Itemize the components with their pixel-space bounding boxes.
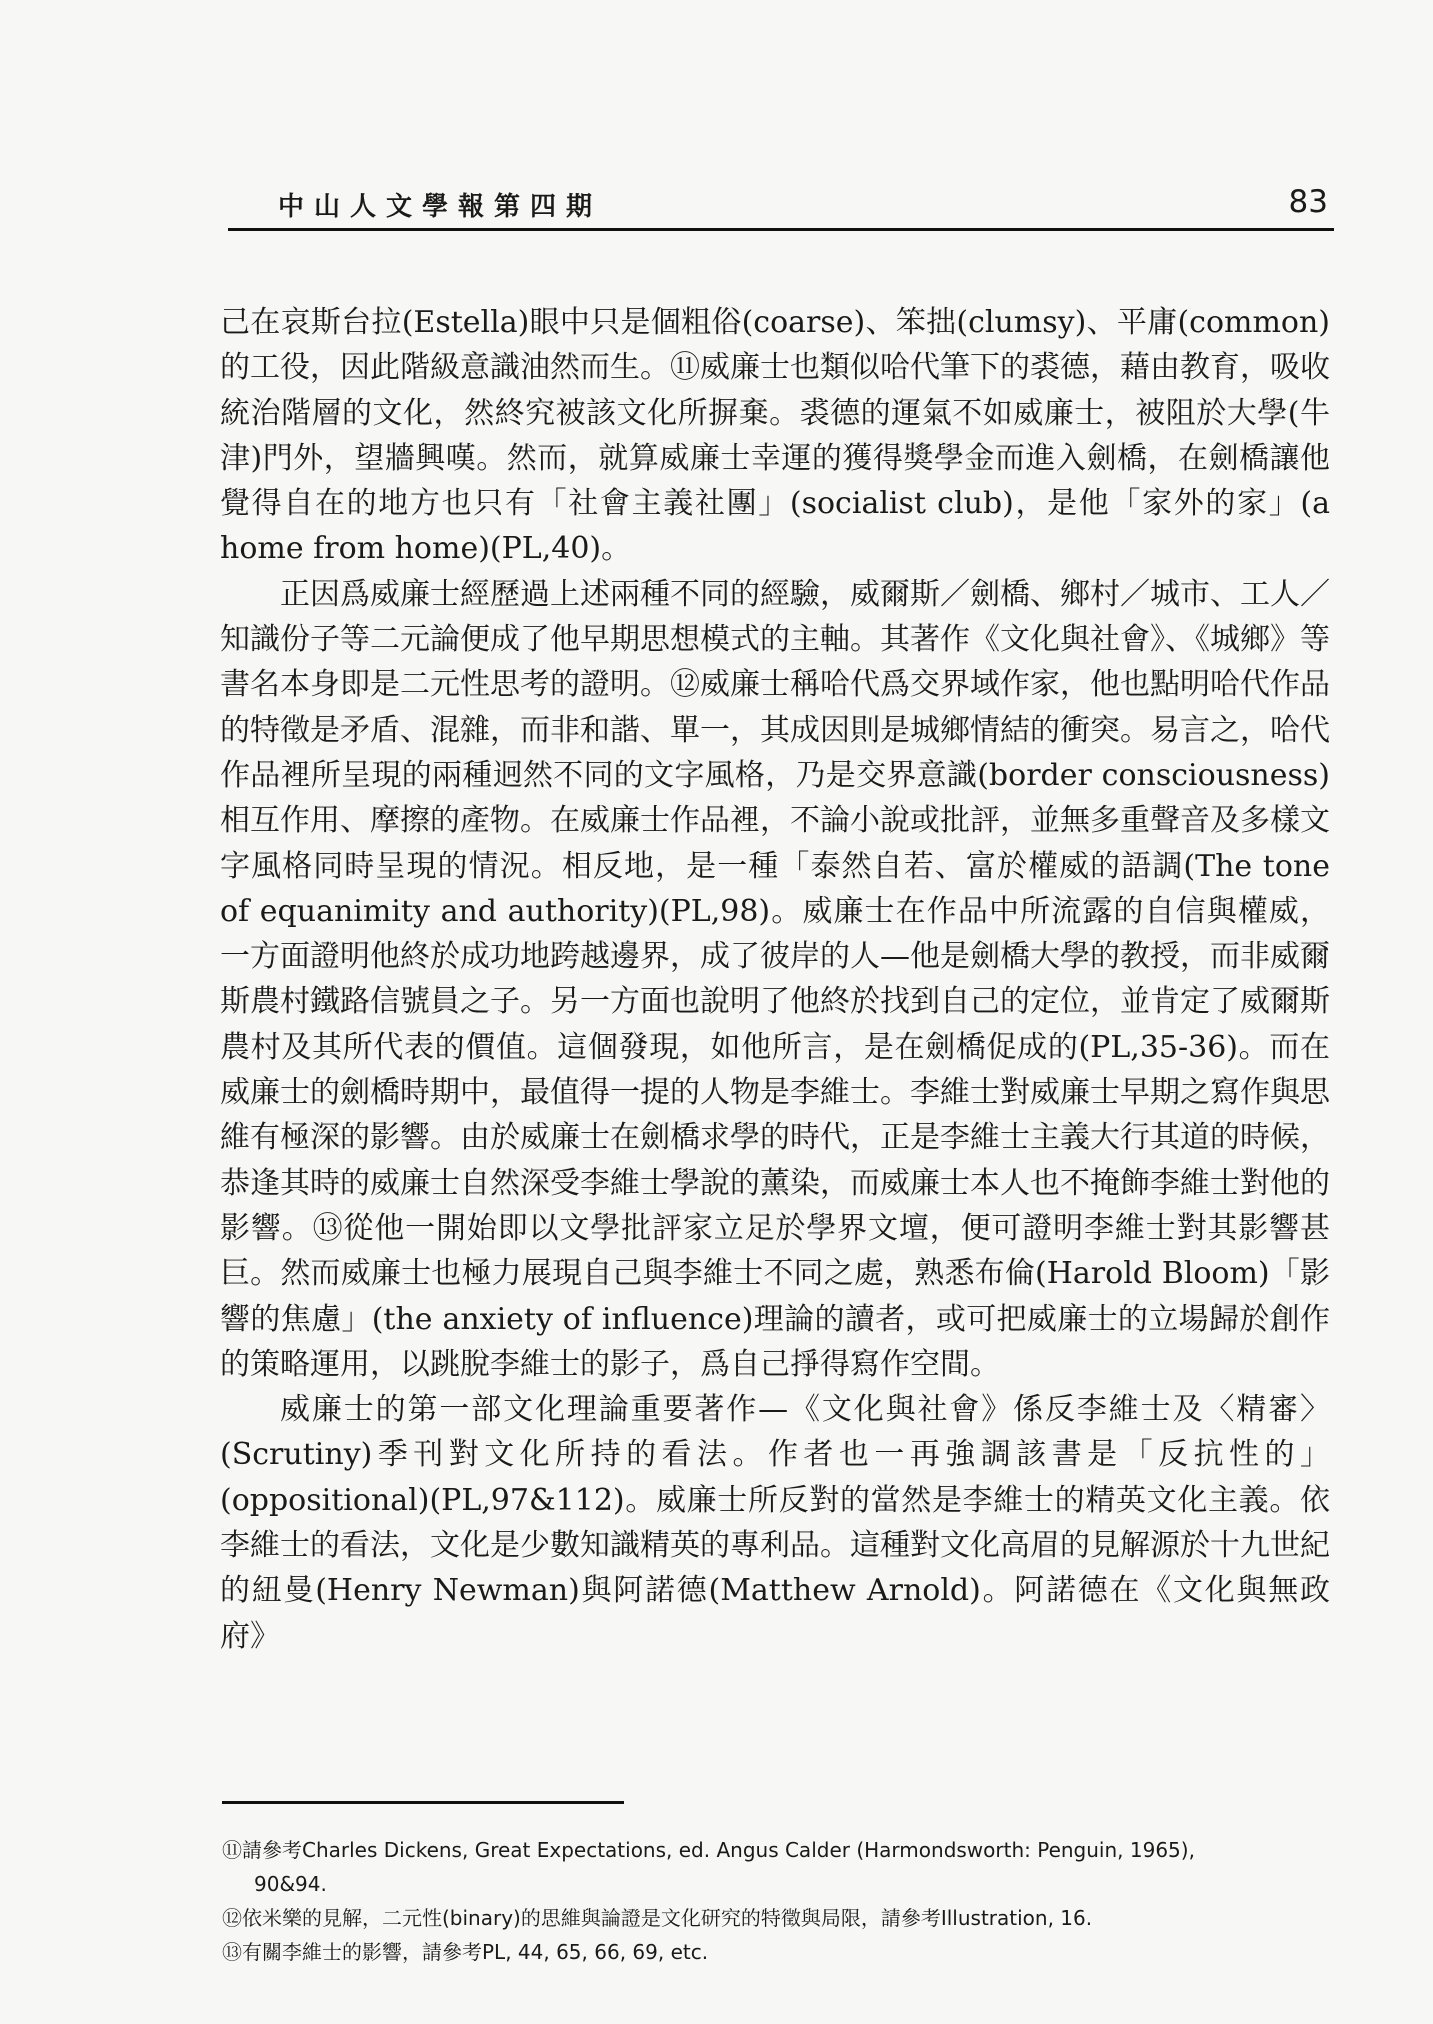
footnote-continuation: 90&94.	[254, 1872, 327, 1896]
running-header	[228, 184, 1328, 226]
footnote-rule	[222, 1801, 624, 1804]
footnote-text: 依米樂的見解，二元性(binary)的思維與論證是文化研究的特徵與局限，請參考Illustration, 16.	[242, 1906, 1093, 1930]
footnote-marker: ⑪	[222, 1838, 242, 1862]
footnote	[222, 1833, 1332, 1867]
paragraph: 正因爲威廉士經歷過上述兩種不同的經驗，威爾斯／劍橋、鄉村／城市、工人／知識份子等二元論便成了他早期思想模式的主軸。其著作《文化與社會》、《城鄉》等書名本身即是二元性思考的證明。⑫威廉士稱哈代爲交界域作家，他也點明哈代作品的特徵是矛盾、混雜，而非和諧、單一，其成因則是城鄉情結的衝突。易言之，哈代作品裡所呈現的兩種迥然不同的文字風格，乃是交界意識(border consciousness)相互作用、摩擦的產物。在威廉士作品裡，不論小說或批評，並無多重聲音及多樣文字風格同時呈現的情況。相反地，是一種「泰然自若、富於權威的語調(The tone of equanimity and authority)(PL,98)。威廉士在作品中所流露的自信與權威，一方面證明他終於成功地跨越邊界，成了彼岸的人—他是劍橋大學的教授，而非威爾斯農村鐵路信號員之子。另一方面也說明了他終於找到自己的定位，並肯定了威爾斯農村及其所代表的價值。這個發現，如他所言，是在劍橋促成的(PL,35-36)。而在威廉士的劍橋時期中，最值得一提的人物是李維士。李維士對威廉士早期之寫作與思維有極深的影響。由於威廉士在劍橋求學的時代，正是李維士主義大行其道的時候，恭逢其時的威廉士自然深受李維士學說的薰染，而威廉士本人也不掩飾李維士對他的影響。⑬從他一開始即以文學批評家立足於學界文壇，便可證明李維士對其影響甚巨。然而威廉士也極力展現自己與李維士不同之處，熟悉布倫(Harold Bloom)「影響的焦慮」(the anxiety of influence)理論的讀者，或可把威廉士的立場歸於創作的策略運用，以跳脫李維士的影子，爲自己掙得寫作空間。	[220, 576, 1330, 1382]
footnote-text: 有關李維士的影響，請參考PL, 44, 65, 66, 69, etc.	[242, 1940, 709, 1964]
footnote-marker: ⑬	[222, 1940, 242, 1964]
footnotes	[222, 1833, 1332, 1969]
footnote	[222, 1935, 1332, 1969]
header-rule	[228, 228, 1334, 231]
paragraph: 威廉士的第一部文化理論重要著作—《文化與社會》係反李維士及〈精審〉(Scrutiny)季刊對文化所持的看法。作者也一再強調該書是「反抗性的」(oppositional)(PL,97&112)。威廉士所反對的當然是李維士的精英文化主義。依李維士的看法，文化是少數知識精英的專利品。這種對文化高眉的見解源於十九世紀的紐曼(Henry Newman)與阿諾德(Matthew Arnold)。阿諾德在《文化與無政府》	[220, 1392, 1330, 1654]
footnote	[222, 1901, 1332, 1935]
body-text	[220, 300, 1330, 1659]
paragraph: 己在哀斯台拉(Estella)眼中只是個粗俗(coarse)、笨拙(clumsy)、平庸(common)的工役，因此階級意識油然而生。⑪威廉士也類似哈代筆下的裘德，藉由教育，吸收統治階層的文化，然終究被該文化所摒棄。裘德的運氣不如威廉士，被阻於大學(牛津)門外，望牆興嘆。然而，就算威廉士幸運的獲得獎學金而進入劍橋，在劍橋讓他覺得自在的地方也只有「社會主義社團」(socialist club)，是他「家外的家」(a home from home)(PL,40)。	[220, 305, 1330, 567]
footnote-marker: ⑫	[222, 1906, 242, 1930]
journal-title: 中山人文學報第四期	[278, 192, 603, 222]
page-number: 83	[1288, 184, 1328, 220]
footnote-text: 請參考Charles Dickens, Great Expectations, ed. Angus Calder (Harmondsworth: Penguin, 1965),	[242, 1838, 1195, 1862]
